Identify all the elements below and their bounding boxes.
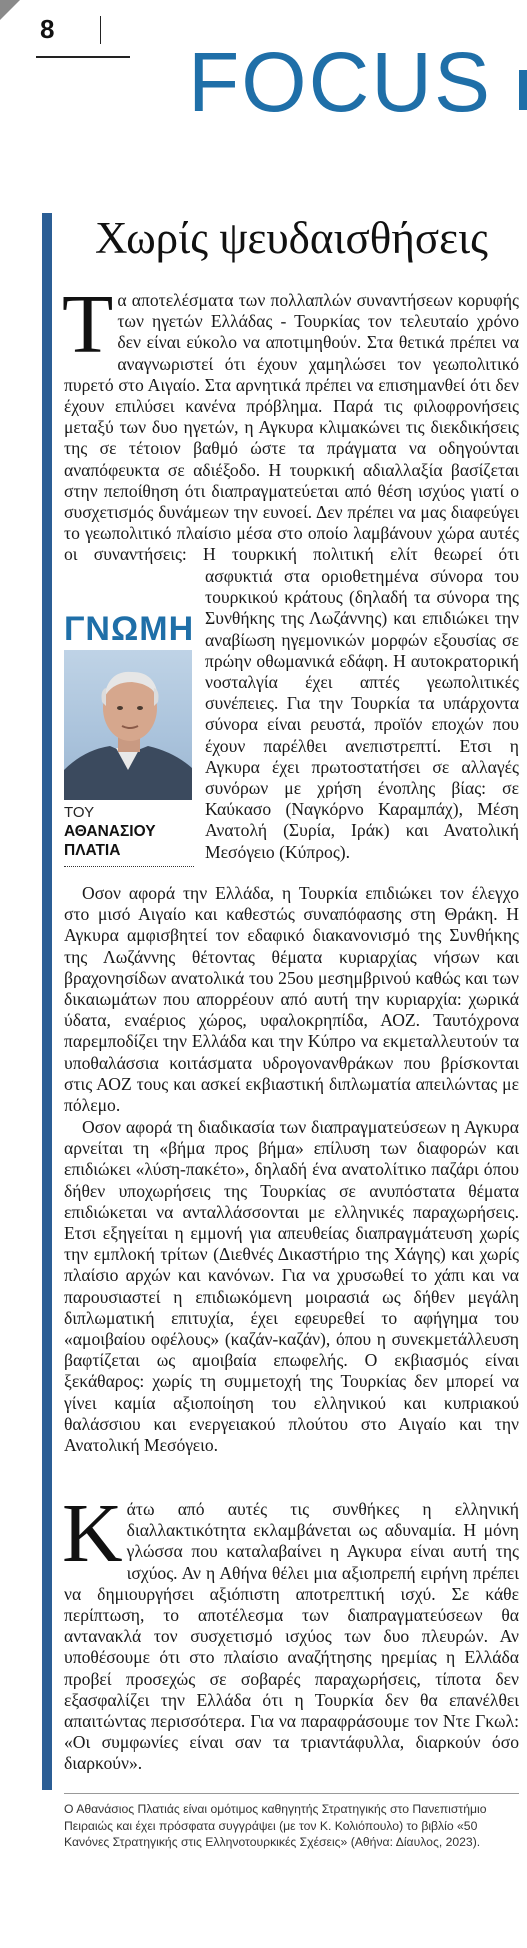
dropcap-first: Τ — [62, 278, 114, 371]
opinion-label: ΓΝΩΜΗ — [64, 610, 195, 648]
article-paragraph-2-block — [64, 883, 519, 1116]
page-number-rule — [36, 56, 130, 58]
section-title: FOCUS — [188, 35, 492, 129]
article-paragraph-4 — [62, 1487, 519, 1775]
author-prefix: ΤΟΥ — [64, 804, 95, 821]
dropcap-second: Κ — [62, 1487, 123, 1580]
article-paragraph-4-block — [62, 1487, 519, 1775]
page-corner-fold — [0, 0, 20, 20]
article-intro-text: α αποτελέσματα των πολλαπλών συναντήσεων κορυφής των ηγετών Ελλάδας - Τουρκίας τον τελευταίο χρόνο δεν είναι εύκολο να αποτιμηθούν. Στα θετικά πρέπει να αναγνωριστεί ότι έχουν χαμηλώσει τον γεωπολιτικό πυρετό στο Αιγαίο. Στα αρνητικά πρέπει να επισημανθεί ότι δεν έχουν επιλύσει κανένα πρόβλημα. Παρά τις φιλοφρονήσεις μεταξύ των δυο ηγετών, η Αγκυρα κλιμακώνει τις διεκδικήσεις της σε τέτοιον βαθμό ώστε τα πράγματα να οδηγούνται αναπόφευκτα σε αδιέξοδο. Η τουρκική αδιαλλαξία βασίζεται στην πεποίθηση ότι διαπραγματεύεται από θέση ισχύος γιατί ο συσχετισμός δυνάμεων την ευνοεί. Δεν πρέπει να μας διαφεύγει το γεωπολιτικό πλαίσιο μέσα στο οποίο λαμβάνουν χώρα αυτές οι συναντήσεις: Η τουρκική πολιτική ελίτ θεωρεί ότι — [64, 290, 519, 565]
article-narrow-block — [205, 566, 519, 863]
footnote-rule — [64, 1793, 519, 1794]
author-name: ΑΘΑΝΑΣΙΟΥ ΠΛΑΤΙΑ — [64, 823, 156, 859]
article-intro — [62, 278, 519, 566]
author-dotted-rule — [64, 866, 194, 867]
article-intro-block — [62, 278, 519, 566]
author-footnote: Ο Αθανάσιος Πλατιάς είναι ομότιμος καθηγητής Στρατηγικής στο Πανεπιστήμιο Πειραιώς και έχει πρόσφατα συγγράψει (με τον Κ. Κολιόπουλο) το βιβλίο «50 Κανόνες Στρατηγικής στις Ελληνοτουρκικές Σχέσεις» (Αθήνα: Δίαυλος, 2023). — [64, 1802, 487, 1849]
article-paragraph-3: Οσον αφορά τη διαδικασία των διαπραγματεύσεων η Αγκυρα αρνείται τη «βήμα προς βήμα» επίλυση των διαφορών και επιδιώκει «λύση-πακέτο», δηλαδή ένα ανατολίτικο παζάρι όπου δήθεν υποχωρήσεις της Τουρκίας σε ανυπόστατα θέματα επιδιώκεται να ανταλλάσσονται με ελληνικές παραχωρήσεις. Ετσι εξηγείται η εμμονή για απευθείας διαπραγμάτευση χωρίς την εμπλοκή τρίτων (Διεθνές Δικαστήριο της Χάγης) και χωρίς πλαίσιο αρχών και κανόνων. Για να χρυσωθεί το χάπι και να παρουσιαστεί η επιδιωκόμενη μοιρασιά ως δήθεν μεγάλη διπλωματική επιτυχία, έχει εφευρεθεί το αφήγημα του «αμοιβαίου οφέλους» (καζάν-καζάν), όπου η συνεκμετάλλευση βαφτίζεται ως αμοιβαία επωφελής. Ο εκβιασμός είναι ξεκάθαρος: χωρίς τη συμμετοχή της Τουρκίας δεν μπορεί να γίνει καμία αξιοποίηση του ελληνικού και κυπριακού θαλάσσιου και ενεργειακού πλούτου στο Αιγαίο και την Ανατολική Μεσόγειο. — [64, 1117, 519, 1456]
author-photo — [64, 650, 192, 800]
page-number-separator — [100, 16, 101, 44]
article-paragraph-3-block — [64, 1117, 519, 1456]
article-headline: Χωρίς ψευδαισθήσεις — [95, 213, 488, 263]
author-portrait-icon — [64, 650, 192, 800]
article-side-bar — [42, 213, 52, 1790]
section-edge-mark — [519, 70, 527, 110]
article-narrow-text: ασφυκτιά στα οριοθετημένα σύνορα του τουρκικού κράτους (δηλαδή τα σύνορα της Συνθήκης της Λωζάννης) και επιδιώκει την αναβίωση ηγεμονικών μορφών εξουσίας σε πρώην οθωμανικά εδάφη. Η αυτοκρατορική νοσταλγία έχει απτές γεωπολιτικές συνέπειες. Για την Τουρκία τα υπάρχοντα σύνορα είναι ρευστά, προϊόν εποχών που έχουν παρέλθει ανεπιστρεπτί. Ετσι η Αγκυρα έχει πρωτοστατήσει σε αλλαγές συνόρων με χρήση ένοπλης βίας: σε Καύκασο (Ναγκόρνο Καραμπάχ), Μέση Ανατολή (Συρία, Ιράκ) και Ανατολική Μεσόγειο (Κύπρος). — [205, 566, 519, 862]
article-paragraph-4-text: άτω από αυτές τις συνθήκες η ελληνική διαλλακτικότητα εκλαμβάνεται ως αδυναμία. Η μόνη γλώσσα που καταλαβαίνει η Αγκυρα είναι αυτή της ισχύος. Αν η Αθήνα θέλει μια αξιοπρεπή ειρήνη πρέπει να δημιουργήσει αξιόπιστη αποτρεπτική ισχύ. Σε κάθε περίπτωση, το αποτέλεσμα των διαπραγματεύσεων θα αντανακλά τον συσχετισμό ισχύος των δυο πλευρών. Αν υποθέσουμε ότι στο πλαίσιο αναζήτησης ηρεμίας η Ελλάδα προβεί προσεχώς σε σοβαρές παραχωρήσεις, τίποτα δεν εξασφαλίζει την Ελλάδα ότι η Τουρκία δεν θα επανέλθει απαιτώντας περισσότερα. Για να παραφράσουμε τον Ντε Γκωλ: «Οι συμφωνίες είναι σαν τα τριαντάφυλλα, διαρκούν όσο διαρκούν». — [64, 1499, 519, 1774]
article-paragraph-2: Οσον αφορά την Ελλάδα, η Τουρκία επιδιώκει τον έλεγχο στο μισό Αιγαίο και καθεστώς συναπόφασης στη Θράκη. Η Αγκυρα αμφισβητεί τον εδαφικό διακανονισμό της Συνθήκης της Λωζάννης θέτοντας θέματα κυριαρχίας νήσων και βραχονησίδων ανατολικά του 25ου μεσημβρινού καθώς και των δικαιωμάτων που απορρέουν από αυτή την κυριαρχία: χωρικά ύδατα, εναέριος χώρος, υφαλοκρηπίδα, ΑΟΖ. Ταυτόχρονα παρεμποδίζει την Ελλάδα και την Κύπρο να εκμεταλλευτούν τα υποθαλάσσια κοιτάσματα υδρογονανθράκων που βρίσκονται στις ΑΟΖ τους και ασκεί εκβιαστική διπλωματία απειλώντας με πόλεμο. — [64, 883, 519, 1116]
page-number: 8 — [40, 14, 55, 44]
